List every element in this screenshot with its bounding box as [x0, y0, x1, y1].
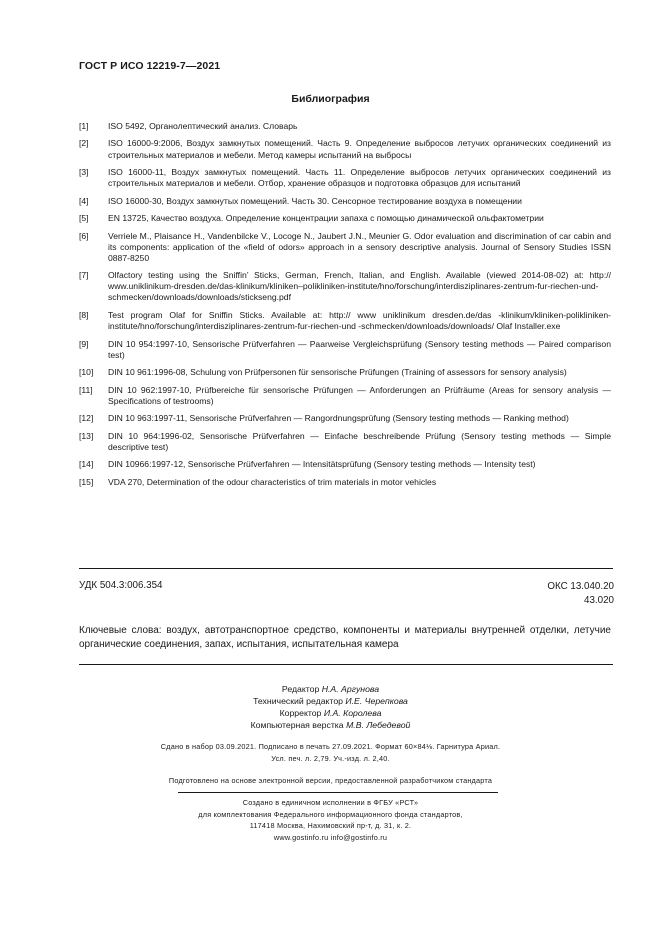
bibliography-item-text: EN 13725, Качество воздуха. Определение концентрации запаха с помощью динамической ольфактометрии	[108, 213, 544, 224]
bibliography-item	[79, 339, 611, 361]
bibliography-item-number: [11]	[79, 384, 93, 395]
publisher-line2: для комплектования Федерального информационного фонда стандартов,	[198, 809, 463, 819]
prepared-note: Подготовлено на основе электронной версии, предоставленной разработчиком стандарта	[168, 776, 493, 785]
bibliography-item-number: [1]	[79, 121, 89, 131]
bibliography-item	[79, 231, 611, 264]
credit-line	[0, 720, 661, 732]
bibliography-title: Библиография	[291, 93, 370, 105]
bibliography-item-number: [12]	[79, 413, 94, 424]
bibliography-item-number: [9]	[79, 338, 89, 349]
bibliography-item	[79, 270, 611, 303]
top-divider	[79, 568, 613, 569]
oks-code-line2: 43.020	[584, 595, 614, 606]
bibliography-item-text: DIN 10 962:1997-10, Prüfbereiche für sensorische Prüfungen — Anforderungen an Prüfräume (Areas for sensory analysis — Specifications of testrooms)	[108, 384, 611, 406]
bibliography-item-text: Verriele M., Plaisance H., Vandenbilcke V., Locoge N., Jaubert J.N., Meunier G. Odor evaluation and discrimination of car cabin and its components: application of the «field of odors» approach in a sensory descriptive analysis. Journal of Sensory Studies ISSN 0887-8250	[108, 230, 611, 263]
bibliography-item	[79, 431, 611, 453]
bibliography-item	[79, 167, 611, 189]
bibliography-item-text: ISO 16000-9:2006, Воздух замкнутых помещений. Часть 9. Определение выбросов летучих органических соединений из строительных материалов и мебели. Метод камеры испытаний на выбросы	[108, 138, 611, 160]
bibliography-item-text: DIN 10 964:1996-02, Sensorische Prüfverfahren — Einfache beschreibende Prüfung (Sensory testing methods — Simple descriptive test)	[108, 430, 611, 452]
editorial-credits	[0, 684, 661, 732]
bibliography-item-number: [2]	[79, 138, 89, 149]
bibliography-item-number: [15]	[79, 476, 94, 487]
bibliography-item-number: [4]	[79, 195, 89, 206]
bibliography-item	[79, 138, 611, 160]
bibliography-item-number: [13]	[79, 430, 94, 441]
credit-role: Редактор	[281, 684, 320, 694]
bibliography-item	[79, 459, 611, 470]
publisher-line4: www.gostinfo.ru info@gostinfo.ru	[273, 832, 388, 842]
bibliography-item-number: [3]	[79, 167, 89, 178]
bibliography-item	[79, 213, 611, 224]
bibliography-item	[79, 121, 611, 132]
bibliography-item	[79, 413, 611, 424]
credit-line	[0, 708, 661, 720]
udk-code: УДК 504.3:006.354	[79, 580, 163, 591]
bibliography-item-text: Olfactory testing using the Sniffin’ Sticks, German, French, Italian, and English. Available (viewed 2014-08-02) at: http:// www.uniklinikum-dresden.de/das-klinikum/kliniken–polikliniken-institute/hno/forschung/interdisziplinares-zentrum-fur-riechen-und-schmecken/downloads/downloads/stickseng.pdf	[108, 270, 611, 303]
bibliography-item-text: DIN 10 961:1996-08, Schulung von Prüfpersonen für sensorische Prüfungen (Training of assessors for sensory analysis)	[108, 367, 567, 378]
print-info-line2: Усл. печ. л. 2,79. Уч.-изд. л. 2,40.	[271, 753, 390, 763]
credit-name: И.Е. Черепкова	[345, 695, 408, 706]
print-info-line1: Сдано в набор 03.09.2021. Подписано в печать 27.09.2021. Формат 60×84⅛. Гарнитура Ариал.	[160, 742, 501, 751]
credit-name: М.В. Лебедевой	[346, 719, 411, 730]
bibliography-item	[79, 367, 611, 378]
bibliography-item-number: [10]	[79, 367, 94, 378]
publisher-line1: Создано в единичном исполнении в ФГБУ «РСТ»	[242, 798, 419, 807]
print-info	[0, 741, 661, 764]
bibliography-item	[79, 310, 611, 332]
bibliography-item-text: DIN 10966:1997-12, Sensorische Prüfverfahren — Intensitätsprüfung (Sensory testing methods — Intensity test)	[108, 459, 536, 470]
bibliography-item-text: VDA 270, Determination of the odour characteristics of trim materials in motor vehicles	[108, 476, 437, 487]
bibliography-item-text: DIN 10 963:1997-11, Sensorische Prüfverfahren — Rangordnungsprüfung (Sensory testing methods — Ranking method)	[108, 413, 569, 424]
bibliography-item-text: Test program Olaf for Sniffin Sticks. Available at: http:// www uniklinikum dresden.de/das -klinikum/kliniken-polikliniken-institute/hno/forschung/interdisziplinares-zentrum-fur-riechen-und -schmecken/downloads/downloads/ Olaf Installer.exe	[108, 309, 611, 332]
credit-role: Корректор	[279, 707, 322, 718]
credit-line	[0, 696, 661, 708]
credit-name: Н.А. Аргунова	[321, 684, 380, 694]
credit-role: Технический редактор	[253, 695, 343, 706]
credit-name: И.А. Королева	[323, 707, 382, 718]
bibliography-list	[79, 121, 611, 494]
bibliography-item-text: ISO 16000-11, Воздух замкнутых помещений. Часть 11. Определение выбросов летучих органических соединений из строительных материалов и мебели. Отбор, хранение образцов и подготовка образцов для испытаний	[108, 167, 611, 189]
bibliography-item-text: ISO 16000-30, Воздух замкнутых помещений. Часть 30. Сенсорное тестирование воздуха в помещении	[108, 195, 522, 206]
publisher-divider	[178, 792, 498, 793]
bibliography-item-number: [8]	[79, 309, 89, 320]
oks-code	[547, 580, 614, 608]
bibliography-item-number: [7]	[79, 270, 89, 281]
bibliography-item-number: [14]	[79, 459, 94, 470]
bibliography-item-number: [6]	[79, 230, 89, 241]
keywords: Ключевые слова: воздух, автотранспортное средство, компоненты и материалы внутренней отделки, летучие органические соединения, запах, испытания, испытательная камера	[79, 625, 611, 650]
bibliography-item-number: [5]	[79, 213, 89, 224]
keywords-divider	[79, 664, 613, 665]
bibliography-item	[79, 385, 611, 407]
bibliography-item	[79, 196, 611, 207]
bibliography-item-text: DIN 10 954:1997-10, Sensorische Prüfverfahren — Paarweise Vergleichsprüfung (Sensory testing methods — Paired comparison test)	[108, 338, 611, 360]
publisher-line3: 117418 Москва, Нахимовский пр-т, д. 31, к. 2.	[249, 821, 412, 830]
oks-code-line1: ОКС 13.040.20	[547, 581, 614, 592]
credit-line	[0, 684, 661, 696]
bibliography-item	[79, 477, 611, 488]
credit-role: Компьютерная верстка	[250, 719, 344, 730]
document-code: ГОСТ Р ИСО 12219-7—2021	[79, 60, 221, 72]
bibliography-item-text: ISO 5492, Органолептический анализ. Словарь	[108, 121, 298, 131]
publisher-info	[0, 797, 661, 843]
